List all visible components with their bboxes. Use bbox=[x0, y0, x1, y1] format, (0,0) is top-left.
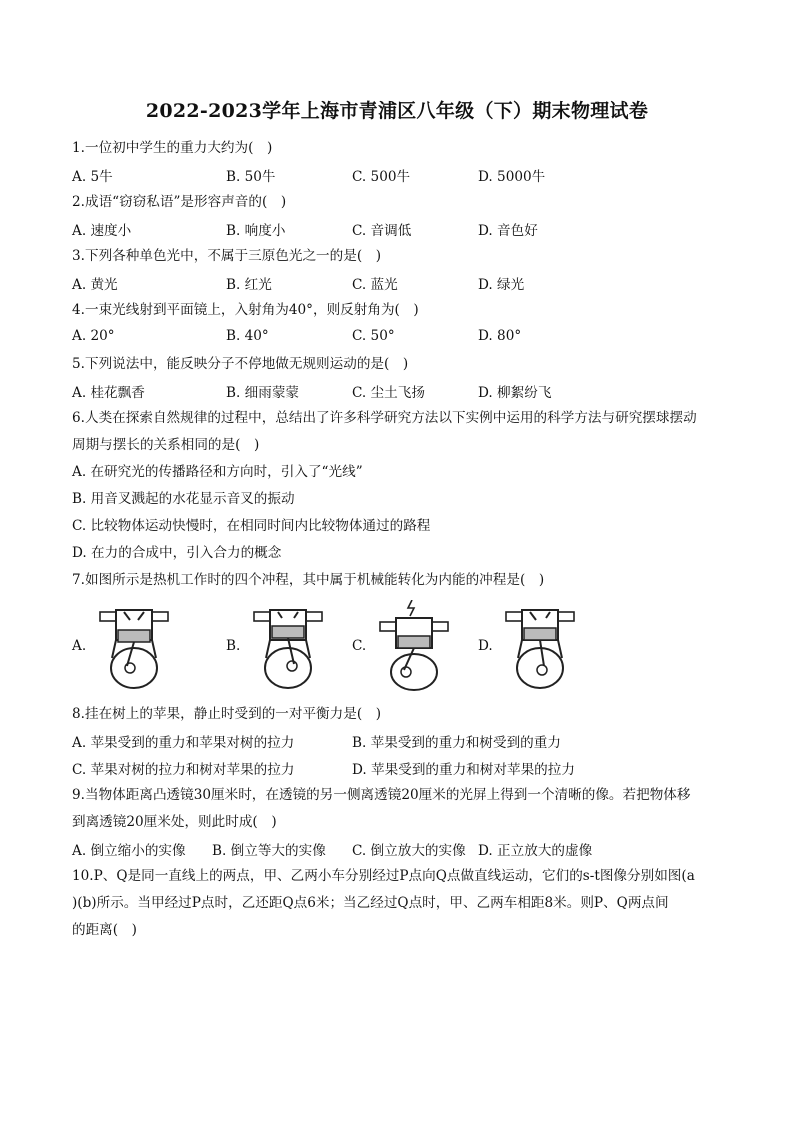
question-1-stem: 1.一位初中学生的重力大约为( ) bbox=[72, 140, 273, 156]
option-c[interactable]: C. 500牛 bbox=[352, 169, 411, 185]
option-a[interactable]: A. 黄光 bbox=[72, 277, 118, 293]
question-10-stem-line-1: 10.P、Q是同一直线上的两点，甲、乙两小车分别经过P点向Q点做直线运动，它们的s-t图像分别如图(a bbox=[72, 868, 695, 884]
question-8-stem: 8.挂在树上的苹果，静止时受到的一对平衡力是( ) bbox=[72, 706, 382, 722]
option-d[interactable]: D. 音色好 bbox=[478, 223, 538, 239]
engine-stroke-a-icon bbox=[94, 600, 174, 692]
engine-option-d[interactable] bbox=[478, 600, 608, 695]
option-c[interactable]: C. 倒立放大的实像 bbox=[352, 843, 466, 859]
question-9-stem-line-1: 9.当物体距离凸透镜30厘米时，在透镜的另一侧离透镜20厘米的光屏上得到一个清晰的像。若把物体移 bbox=[72, 787, 691, 803]
option-c[interactable]: C. 尘土飞扬 bbox=[352, 385, 425, 401]
option-a[interactable]: A. 20° bbox=[72, 328, 115, 344]
question-7-stem: 7.如图所示是热机工作时的四个冲程，其中属于机械能转化为内能的冲程是( ) bbox=[72, 572, 545, 588]
engine-stroke-d-icon bbox=[500, 600, 580, 692]
engine-stroke-c-icon bbox=[374, 600, 454, 692]
option-c[interactable]: C. 比较物体运动快慢时，在相同时间内比较物体通过的路程 bbox=[72, 518, 431, 534]
engine-strokes-figure bbox=[72, 600, 732, 695]
option-b[interactable]: B. 50牛 bbox=[226, 169, 276, 185]
question-4-stem: 4.一束光线射到平面镜上，入射角为40°，则反射角为( ) bbox=[72, 302, 419, 318]
question-4-options bbox=[72, 328, 732, 348]
question-9-options bbox=[72, 839, 732, 859]
option-d[interactable]: D. 苹果受到的重力和树对苹果的拉力 bbox=[352, 762, 575, 778]
question-3-stem: 3.下列各种单色光中，不属于三原色光之一的是( ) bbox=[72, 248, 382, 264]
question-10-stem-line-2: )(b)所示。当甲经过P点时，乙还距Q点6米；当乙经过Q点时，甲、乙两车相距8米。则P、Q两点间 bbox=[72, 895, 669, 911]
option-a[interactable]: A. 5牛 bbox=[72, 169, 113, 185]
engine-option-b[interactable] bbox=[226, 600, 356, 695]
option-b[interactable]: B. 倒立等大的实像 bbox=[212, 843, 326, 859]
option-d[interactable]: D. 绿光 bbox=[478, 277, 525, 293]
question-2-stem: 2.成语“窃窃私语”是形容声音的( ) bbox=[72, 194, 287, 210]
option-d[interactable]: D. 5000牛 bbox=[478, 169, 546, 185]
question-8-options-row-2 bbox=[72, 758, 732, 778]
question-1-options bbox=[72, 165, 732, 185]
option-a[interactable]: A. 在研究光的传播路径和方向时，引入了“光线” bbox=[72, 464, 363, 480]
option-d[interactable]: D. 柳絮纷飞 bbox=[478, 385, 552, 401]
option-a[interactable]: A. 桂花飘香 bbox=[72, 385, 145, 401]
option-d[interactable]: D. 80° bbox=[478, 328, 522, 344]
option-a[interactable]: A. 苹果受到的重力和苹果对树的拉力 bbox=[72, 735, 295, 751]
engine-option-c[interactable] bbox=[352, 600, 482, 695]
engine-stroke-b-icon bbox=[248, 600, 328, 692]
option-b[interactable]: B. 40° bbox=[226, 328, 269, 344]
option-a[interactable]: A. 倒立缩小的实像 bbox=[72, 843, 186, 859]
engine-option-a[interactable] bbox=[72, 600, 202, 695]
question-8-options-row-1 bbox=[72, 731, 732, 751]
option-c[interactable]: C. 50° bbox=[352, 328, 395, 344]
question-9-stem-line-2: 到离透镜20厘米处，则此时成( ) bbox=[72, 814, 277, 830]
question-5-stem: 5.下列说法中，能反映分子不停地做无规则运动的是( ) bbox=[72, 356, 409, 372]
question-3-options bbox=[72, 273, 732, 293]
option-c[interactable]: C. 蓝光 bbox=[352, 277, 398, 293]
option-b[interactable]: B. 苹果受到的重力和树受到的重力 bbox=[352, 735, 561, 751]
page-title: 2022-2023学年上海市青浦区八年级（下）期末物理试卷 bbox=[145, 100, 649, 122]
option-c: C. bbox=[352, 638, 367, 654]
option-b: B. bbox=[226, 638, 241, 654]
option-c[interactable]: C. 音调低 bbox=[352, 223, 412, 239]
option-b[interactable]: B. 红光 bbox=[226, 277, 272, 293]
question-2-options bbox=[72, 219, 732, 239]
question-10-stem-line-3: 的距离( ) bbox=[72, 922, 137, 938]
option-d[interactable]: D. 在力的合成中，引入合力的概念 bbox=[72, 545, 282, 561]
option-c[interactable]: C. 苹果对树的拉力和树对苹果的拉力 bbox=[72, 762, 295, 778]
option-b[interactable]: B. 细雨蒙蒙 bbox=[226, 385, 300, 401]
option-b[interactable]: B. 用音叉溅起的水花显示音叉的振动 bbox=[72, 491, 295, 507]
question-6-stem-line-2: 周期与摆长的关系相同的是( ) bbox=[72, 437, 260, 453]
question-5-options bbox=[72, 381, 732, 401]
option-b[interactable]: B. 响度小 bbox=[226, 223, 286, 239]
option-a: A. bbox=[72, 638, 87, 654]
option-a[interactable]: A. 速度小 bbox=[72, 223, 132, 239]
option-d: D. bbox=[478, 638, 493, 654]
option-d[interactable]: D. 正立放大的虚像 bbox=[478, 843, 593, 859]
question-6-stem-line-1: 6.人类在探索自然规律的过程中，总结出了许多科学研究方法以下实例中运用的科学方法与研究摆球摆动 bbox=[72, 410, 697, 426]
